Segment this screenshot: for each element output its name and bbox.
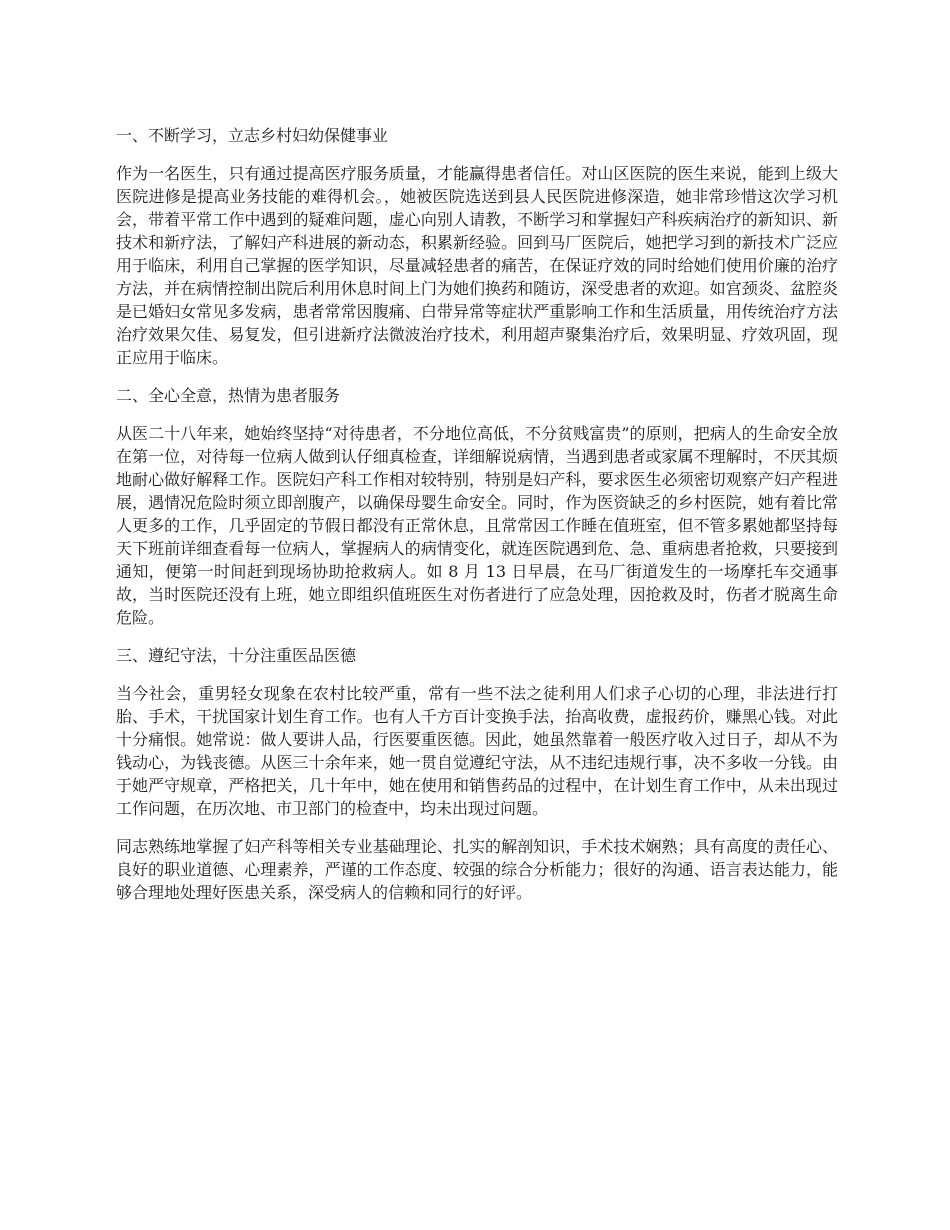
- section-3-paragraph-2: 同志熟练地掌握了妇产科等相关专业基础理论、扎实的解剖知识，手术技术娴熟；具有高度的责任心、良好的职业道德、心理素养，严谨的工作态度、较强的综合分析能力；很好的沟通、语言表达能力，能够合理地处理好医患关系，深受病人的信赖和同行的好评。: [116, 837, 838, 902]
- section-1-paragraph-1: 作为一名医生，只有通过提高医疗服务质量，才能赢得患者信任。对山区医院的医生来说，能到上级大医院进修是提高业务技能的难得机会。，她被医院选送到县人民医院进修深造，她非常珍惜这次学习机会，带着平常工作中遇到的疑难问题，虚心向别人请教，不断学习和掌握妇产科疾病治疗的新知识、新技术和新疗法，了解妇产科进展的新动态，积累新经验。回到马厂医院后，她把学习到的新技术广泛应用于临床，利用自己掌握的医学知识，尽量减轻患者的痛苦，在保证疗效的同时给她们使用价廉的治疗方法，并在病情控制出院后利用休息时间上门为她们换药和随访，深受患者的欢迎。如宫颈炎、盆腔炎是已婚妇女常见多发病，患者常常因腹痛、白带异常等症状严重影响工作和生活质量，用传统治疗方法治疗效果欠佳、易复发，但引进新疗法微波治疗技术，利用超声聚集治疗后，效果明显、疗效巩固，现正应用于临床。: [116, 164, 838, 367]
- section-heading-2: 二、全心全意，热情为患者服务: [116, 386, 341, 405]
- section-heading-1: 一、不断学习，立志乡村妇幼保健事业: [116, 126, 389, 145]
- section-2-paragraph-1: 从医二十八年来，她始终坚持“对待患者，不分地位高低，不分贫贱富贵”的原则，把病人的生命安全放在第一位，对待每一位病人做到认仔细真检查，详细解说病情，当遇到患者或家属不理解时，不厌其烦地耐心做好解释工作。医院妇产科工作相对较特别，特别是妇产科，要求医生必须密切观察产妇产程进展，遇情况危险时须立即剖腹产，以确保母婴生命安全。同时，作为医资缺乏的乡村医院，她有着比常人更多的工作，几乎固定的节假日都没有正常休息，且常常因工作睡在值班室，但不管多累她都坚持每天下班前详细查看每一位病人，掌握病人的病情变化，就连医院遇到危、急、重病患者抢救，只要接到通知，便第一时间赶到现场协助抢救病人。如 8 月 13 日早晨，在马厂街道发生的一场摩托车交通事故，当时医院还没有上班，她立即组织值班医生对伤者进行了应急处理，因抢救及时，伤者才脱离生命危险。: [116, 424, 838, 627]
- document-page: [116, 124, 838, 919]
- section-heading-3: 三、遵纪守法，十分注重医品医德: [116, 646, 357, 665]
- section-3-paragraph-1: 当今社会，重男轻女现象在农村比较严重，常有一些不法之徒利用人们求子心切的心理，非法进行打胎、手术，干扰国家计划生育工作。也有人千方百计变换手法，抬高收费，虚报药价，赚黑心钱。对此十分痛恨。她常说：做人要讲人品，行医要重医德。因此，她虽然靠着一般医疗收入过日子，却从不为钱动心，为钱丧德。从医三十余年来，她一贯自觉遵纪守法，从不违纪违规行事，决不多收一分钱。由于她严守规章，严格把关，几十年中，她在使用和销售药品的过程中，在计划生育工作中，从未出现过工作问题，在历次地、市卫部门的检查中，均未出现过问题。: [116, 684, 838, 818]
